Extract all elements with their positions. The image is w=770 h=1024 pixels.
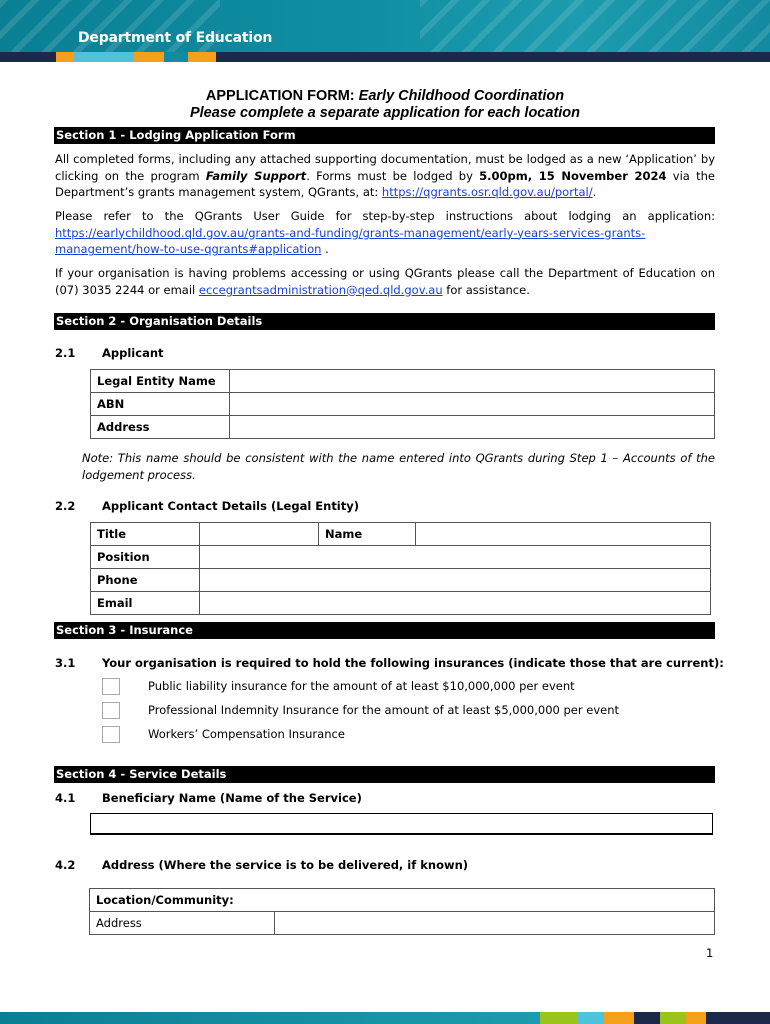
- service-address-field[interactable]: [275, 912, 715, 935]
- question-label: Your organisation is required to hold the following insurances (indicate those that are current):: [102, 656, 724, 670]
- qgrants-guide-link[interactable]: https://earlychildhood.qld.gov.au/grants-and-funding/grants-management/early-years-services-grants-management/how-to-use-qgrants#application: [55, 225, 646, 257]
- email-label: Email: [91, 592, 200, 615]
- color-stripe-top: [0, 52, 770, 62]
- contact-table: [90, 522, 711, 615]
- qgrants-portal-link[interactable]: https://qgrants.osr.qld.gov.au/portal/: [381, 185, 593, 200]
- section-1-paragraph-1: All completed forms, including any attached supporting documentation, must be lodged as a new ‘Application’ by clicking on the program Family Support. Forms must be lodged by 5.00pm, 15 November 2024 via the Department’s grants management system, QGrants, at: https://qgrants.osr.qld.gov.au/portal/.: [55, 152, 715, 200]
- section-3-header: Section 3 - Insurance: [54, 622, 715, 639]
- abn-label: ABN: [91, 393, 230, 416]
- section-1-paragraph-3: If your organisation is having problems accessing or using QGrants please call the Department of Education on (07) 3035 2244 or email eccegrantsadministration@qed.qld.gov.au for assistance.: [55, 266, 715, 297]
- question-number: 4.1: [55, 791, 76, 805]
- legal-entity-name-field[interactable]: [230, 370, 715, 393]
- professional-indemnity-label: Professional Indemnity Insurance for the amount of at least $5,000,000 per event: [148, 703, 620, 717]
- question-label: Beneficiary Name (Name of the Service): [102, 791, 362, 805]
- table-row: [91, 416, 715, 439]
- table-row: [91, 569, 711, 592]
- question-number: 4.2: [55, 858, 76, 872]
- title-label: Title: [91, 523, 200, 546]
- location-community-label[interactable]: Location/Community:: [90, 889, 715, 912]
- question-label: Applicant: [102, 346, 164, 360]
- legal-entity-name-label: Legal Entity Name: [91, 370, 230, 393]
- support-email-link[interactable]: eccegrantsadministration@qed.qld.gov.au: [198, 282, 443, 297]
- question-number: 2.2: [55, 499, 76, 513]
- abn-field[interactable]: [230, 393, 715, 416]
- table-row: [91, 393, 715, 416]
- email-field[interactable]: [200, 592, 711, 615]
- position-label: Position: [91, 546, 200, 569]
- applicant-note: Note: This name should be consistent with the name entered into QGrants during Step 1 – Accounts of the lodgement process.: [82, 451, 715, 482]
- service-address-table: [89, 888, 715, 935]
- question-label: Applicant Contact Details (Legal Entity): [102, 499, 360, 513]
- table-row: [90, 912, 715, 935]
- question-number: 2.1: [55, 346, 76, 360]
- question-number: 3.1: [55, 656, 76, 670]
- address-field[interactable]: [230, 416, 715, 439]
- workers-compensation-checkbox[interactable]: [102, 726, 120, 743]
- footer-stripe: [0, 1012, 770, 1024]
- address-label: Address: [91, 416, 230, 439]
- public-liability-checkbox[interactable]: [102, 678, 120, 695]
- professional-indemnity-checkbox[interactable]: [102, 702, 120, 719]
- table-row: [91, 546, 711, 569]
- public-liability-label: Public liability insurance for the amount of at least $10,000,000 per event: [148, 679, 575, 693]
- table-row: [91, 592, 711, 615]
- question-label: Address (Where the service is to be delivered, if known): [102, 858, 469, 872]
- service-address-label: Address: [90, 912, 275, 935]
- position-field[interactable]: [200, 546, 711, 569]
- page-number: 1: [706, 946, 714, 960]
- name-label: Name: [319, 523, 416, 546]
- form-title: APPLICATION FORM: Early Childhood Coordination: [205, 88, 565, 104]
- form-subtitle: Please complete a separate application for each location: [189, 105, 581, 121]
- section-1-header: Section 1 - Lodging Application Form: [54, 127, 715, 144]
- table-row: [91, 523, 711, 546]
- title-field[interactable]: [200, 523, 319, 546]
- table-row: [90, 889, 715, 912]
- table-row: [91, 370, 715, 393]
- section-1-paragraph-2: Please refer to the QGrants User Guide for step-by-step instructions about lodging an application: https://earlychildhood.qld.gov.au/grants-and-funding/grants-management/early-years-services-grants-management/how-to-use-qgrants#application .: [55, 209, 715, 257]
- section-4-header: Section 4 - Service Details: [54, 766, 715, 783]
- section-2-header: Section 2 - Organisation Details: [54, 313, 715, 330]
- beneficiary-name-field[interactable]: [90, 813, 713, 835]
- banner-pattern: [420, 0, 770, 52]
- applicant-table: [90, 369, 715, 439]
- workers-compensation-label: Workers’ Compensation Insurance: [148, 727, 345, 741]
- phone-label: Phone: [91, 569, 200, 592]
- name-field[interactable]: [416, 523, 711, 546]
- phone-field[interactable]: [200, 569, 711, 592]
- department-logo-text: Department of Education: [78, 30, 273, 46]
